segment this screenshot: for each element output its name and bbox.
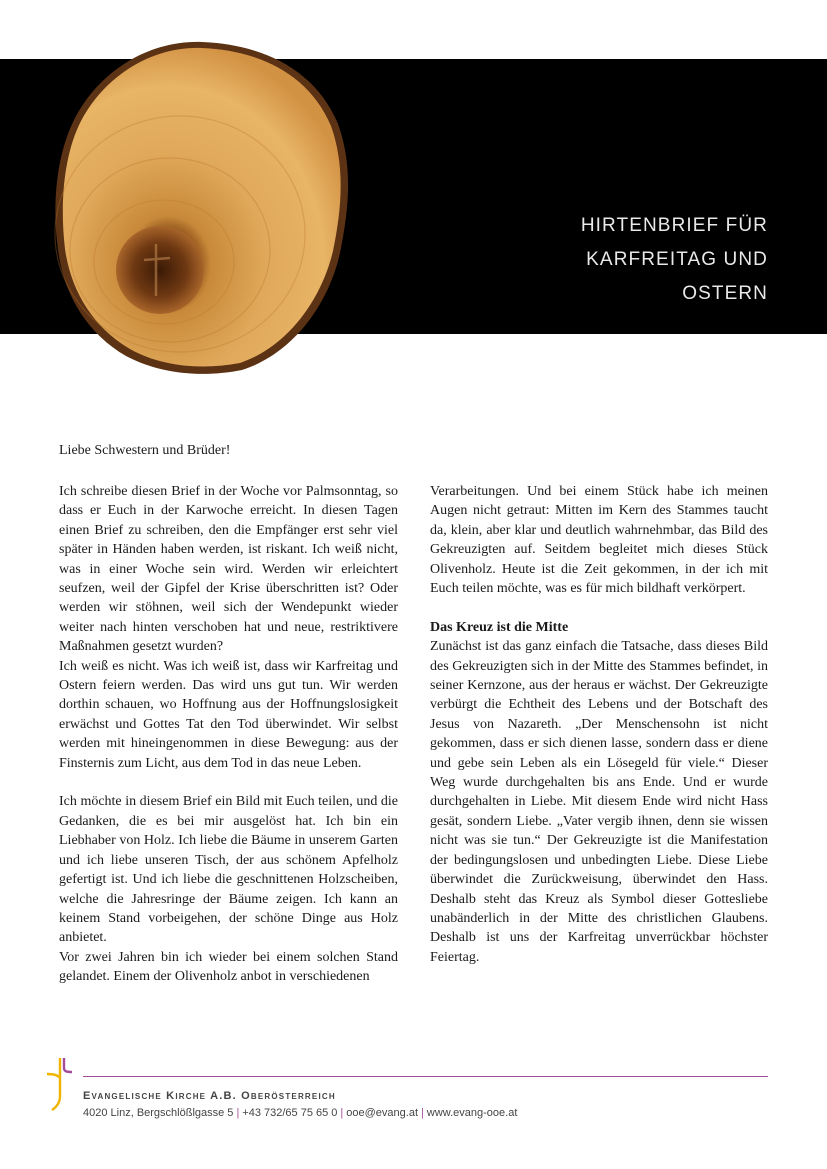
footer-divider xyxy=(83,1076,768,1077)
paragraph: Zunächst ist das ganz einfach die Tatsache, dass dieses Bild des Gekreuzigten sich in der Mitte des Stammes befindet, in seiner Kernzone, aus der heraus er wächst. Der Gekreuzigte verbürgt die Echtheit des Lebens und der Botschaft des Jesus von Nazareth. „Der Menschensohn ist nicht gekommen, dass er sich dienen lasse, sondern dass er diene und gebe sein Leben als ein Lösegeld für viele.“ Dieser Weg wurde durchgehalten bis ans Ende. Und er wurde durchgehalten in Liebe. Mit diesem Ende wird nicht Hass gesät, sondern Liebe. „Vater vergib ihnen, denn sie wissen nicht was sie tun.“ Der Gekreuzigte ist die Manifestation der bedingungslosen und unbedingten Liebe. Diese Liebe überwindet die Zurückweisung, überwindet den Hass. Deshalb steht das Kreuz als Symbol dieser Gottesliebe unabänderlich in der Mitte des christlichen Glaubens. Deshalb ist uns der Karfreitag unverrückbar höchster Feiertag. xyxy=(430,639,768,965)
separator: | xyxy=(236,1107,240,1119)
paragraph: Verarbeitungen. Und bei einem Stück habe ich meinen Augen nicht getraut: Mitten im Kern des Stammes taucht da, klein, aber klar und deutlich wahrnehmbar, das Bild des Gekreuzigten auf. Seitdem begleitet mich dieses Stück Olivenholz. Heute ist die Zeit gekommen, in der ich mit Euch teilen möchte, was es für mich bildhaft verkörpert. xyxy=(430,484,768,597)
page-title xyxy=(581,209,768,311)
organization-name: Evangelische Kirche A.B. Oberösterreich xyxy=(83,1090,336,1102)
paragraph: Ich weiß es nicht. Was ich weiß ist, dass wir Karfreitag und Ostern feiern werden. Das wird uns gut tun. Wir werden dorthin schauen, wo Hoffnung aus der Hoffnungslosigkeit erwächst und Gottes Tat den Tod überwindet. Wir selbst werden mit hineingenommen in diese Bewegung: aus der Finsternis zum Licht, aus dem Tod in das neue Leben. xyxy=(59,658,398,771)
title-line-1: HIRTENBRIEF FÜR xyxy=(580,215,768,236)
paragraph: Ich möchte in diesem Brief ein Bild mit Euch teilen, und die Gedanken, die es bei mir ausgelöst hat. Ich bin ein Liebhaber von Holz. Ich liebe die Bäume in unserem Garten und ich liebe unseren Tisch, der aus schönem Apfelholz gefertigt ist. Und ich liebe die geschnittenen Holzscheiben, welche die Jahresringe der Bäume zeigen. Ich kann an keinem Stand vorbeigehen, der schöne Dinge aus Holz anbietet. xyxy=(59,794,398,946)
email-link[interactable]: ooe@evang.at xyxy=(346,1107,419,1119)
title-line-2: KARFREITAG UND xyxy=(586,249,768,270)
salutation: Liebe Schwestern und Brüder! xyxy=(59,443,231,458)
left-column xyxy=(59,482,398,987)
separator: | xyxy=(340,1107,344,1119)
right-column xyxy=(430,482,768,967)
title-line-3: OSTERN xyxy=(682,283,768,304)
section-heading: Das Kreuz ist die Mitte xyxy=(430,619,569,635)
paragraph: Vor zwei Jahren bin ich wieder bei einem solchen Stand gelandet. Einem der Olivenholz anbot in verschiedenen xyxy=(59,949,398,985)
phone: +43 732/65 75 65 0 xyxy=(242,1107,338,1119)
separator: | xyxy=(421,1107,424,1119)
paragraph: Ich schreibe diesen Brief in der Woche vor Palmsonntag, so dass er Euch in der Karwoche erreicht. In diesen Tagen einen Brief zu schreiben, den die Empfänger erst sehr viel später in Händen haben werden, ist riskant. Ich weiß nicht, was in einer Woche sein wird. Werden wir erleichtert seufzen, weil der Gipfel der Krise überschritten ist? Oder werden wir stöhnen, weil sich der Wendepunkt wieder weiter nach hinten verschoben hat und neue, restriktivere Maßnahmen gesetzt wurden? xyxy=(59,484,398,655)
olive-wood-slice-image xyxy=(52,38,352,376)
address: 4020 Linz, Bergschlößlgasse 5 xyxy=(83,1107,234,1119)
cross-logo-icon xyxy=(44,1056,76,1112)
contact-line xyxy=(83,1107,517,1119)
website-link[interactable]: www.evang-ooe.at xyxy=(426,1107,518,1119)
